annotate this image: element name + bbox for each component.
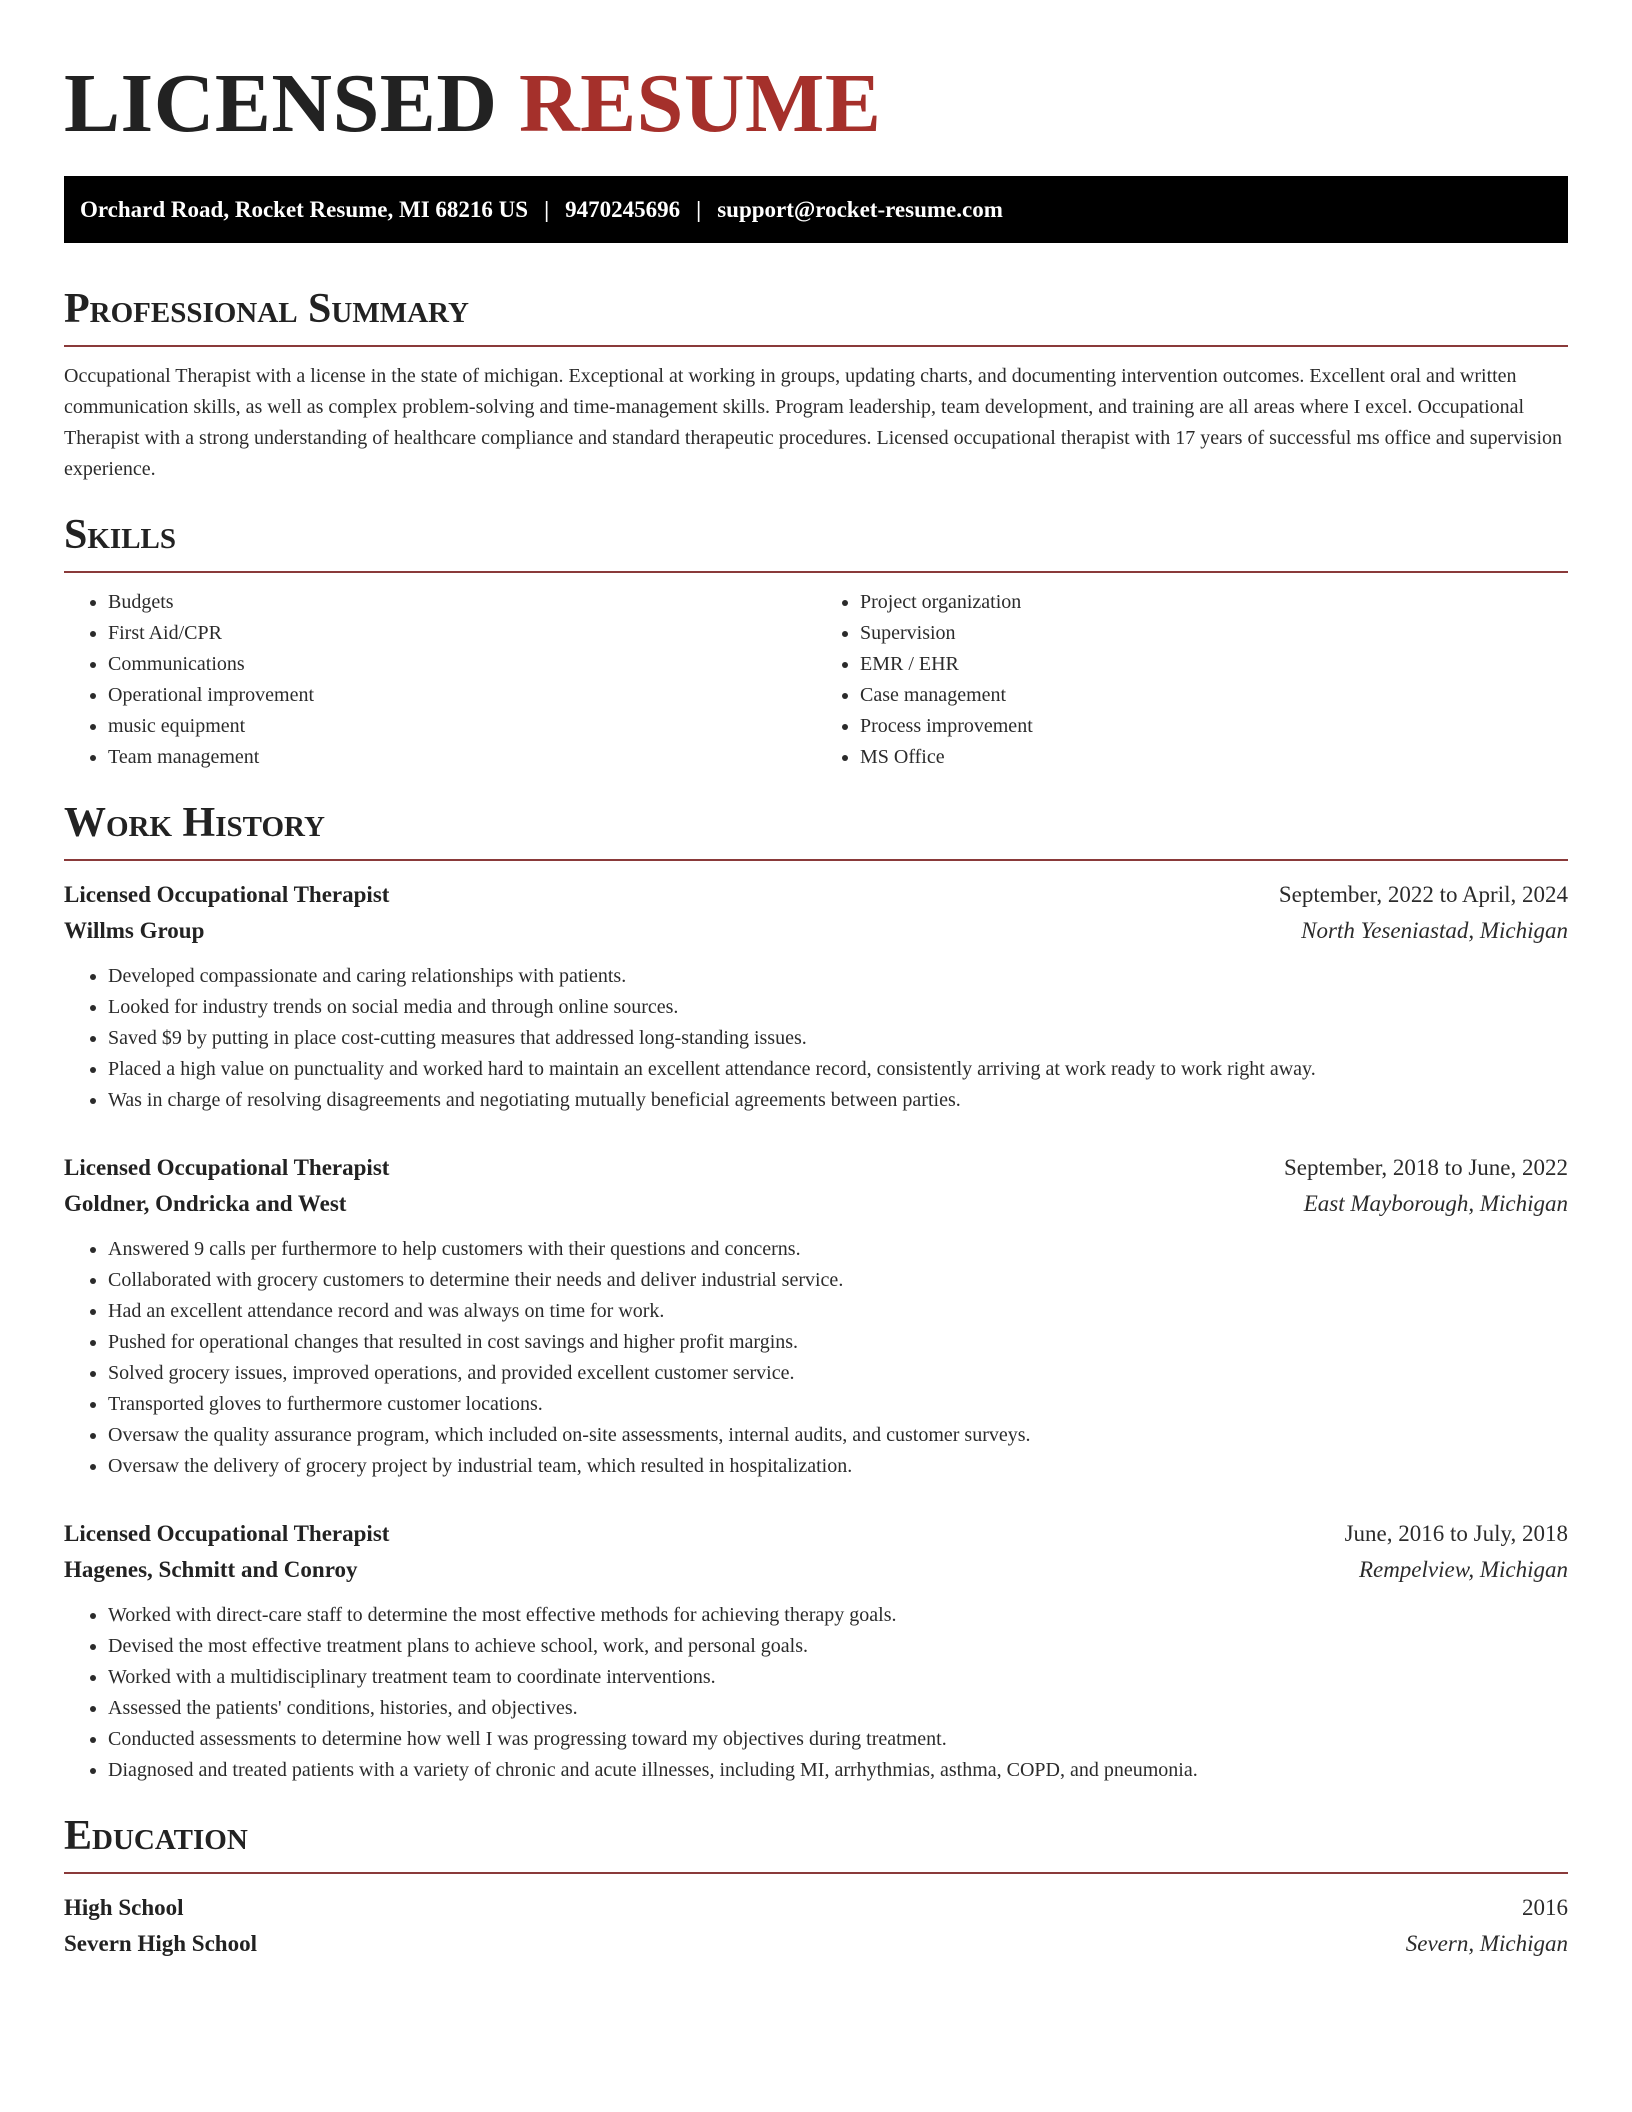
job-subheader (64, 1552, 1568, 1588)
summary-section (64, 287, 1568, 485)
job-subheader (64, 1186, 1568, 1222)
job-bullet: • Oversaw the delivery of grocery project by industrial team, which resulted in hospitalization. (108, 1451, 1568, 1482)
job-role: Licensed Occupational Therapist (64, 1155, 390, 1180)
school-name: Severn High School (64, 1931, 257, 1956)
school-location: Severn, Michigan (1405, 1931, 1568, 1956)
job-bullet: • Answered 9 calls per furthermore to help customers with their questions and concerns. (108, 1234, 1568, 1265)
job-header (64, 1516, 1568, 1552)
skill-item: • MS Office (860, 742, 1568, 773)
job-dates: September, 2022 to April, 2024 (1278, 882, 1568, 907)
work-history-section (64, 801, 1568, 1786)
skill-item: • EMR / EHR (860, 649, 1568, 680)
job-bullets (64, 1600, 1568, 1786)
job-header (64, 1150, 1568, 1186)
job-entry (64, 1150, 1568, 1482)
separator: | (544, 196, 550, 222)
section-title: Professional Summary (64, 287, 1568, 347)
separator: | (696, 196, 702, 222)
job-bullet: • Placed a high value on punctuality and worked hard to maintain an excellent attendance record, consistently arriving at work ready to work right away. (108, 1054, 1568, 1085)
job-bullet: • Developed compassionate and caring relationships with patients. (108, 961, 1568, 992)
skill-item: • First Aid/CPR (108, 618, 816, 649)
email: support@rocket-resume.com (717, 196, 1003, 222)
job-bullet: • Looked for industry trends on social media and through online sources. (108, 992, 1568, 1023)
skill-item: • Case management (860, 680, 1568, 711)
section-title: Skills (64, 513, 1568, 573)
first-name: LICENSED (64, 57, 498, 150)
job-bullet: • Assessed the patients' conditions, histories, and objectives. (108, 1693, 1568, 1724)
job-bullet: • Transported gloves to furthermore customer locations. (108, 1389, 1568, 1420)
education-subheader (64, 1926, 1568, 1962)
job-bullet: • Worked with direct-care staff to determine the most effective methods for achieving therapy goals. (108, 1600, 1568, 1631)
skill-item: • music equipment (108, 711, 816, 742)
job-bullet: • Oversaw the quality assurance program, which included on-site assessments, internal audits, and customer surveys. (108, 1420, 1568, 1451)
skills-column-left (64, 587, 816, 773)
last-name: RESUME (518, 57, 882, 150)
skill-item: • Communications (108, 649, 816, 680)
job-company: Goldner, Ondricka and West (64, 1191, 347, 1216)
graduation-year: 2016 (1522, 1895, 1568, 1920)
skill-item: • Team management (108, 742, 816, 773)
job-bullets (64, 1234, 1568, 1482)
job-bullet: • Worked with a multidisciplinary treatment team to coordinate interventions. (108, 1662, 1568, 1693)
skill-item: • Process improvement (860, 711, 1568, 742)
job-header (64, 877, 1568, 913)
job-bullet: • Devised the most effective treatment plans to achieve school, work, and personal goals. (108, 1631, 1568, 1662)
education-section (64, 1814, 1568, 1962)
skill-item: • Supervision (860, 618, 1568, 649)
skill-item: • Operational improvement (108, 680, 816, 711)
degree: High School (64, 1895, 184, 1920)
job-bullet: • Pushed for operational changes that resulted in cost savings and higher profit margins. (108, 1327, 1568, 1358)
skill-item: • Budgets (108, 587, 816, 618)
job-bullet: • Had an excellent attendance record and was always on time for work. (108, 1296, 1568, 1327)
skills-list (64, 587, 1568, 773)
job-subheader (64, 913, 1568, 949)
job-bullet: • Diagnosed and treated patients with a variety of chronic and acute illnesses, including MI, arrhythmias, asthma, COPD, and pneumonia. (108, 1755, 1568, 1786)
job-location: North Yeseniastad, Michigan (1301, 918, 1568, 943)
job-dates: June, 2016 to July, 2018 (1344, 1521, 1568, 1546)
job-bullet: • Collaborated with grocery customers to determine their needs and deliver industrial service. (108, 1265, 1568, 1296)
job-role: Licensed Occupational Therapist (64, 882, 390, 907)
address: Orchard Road, Rocket Resume, MI 68216 US (80, 196, 529, 222)
contact-bar (64, 176, 1568, 243)
job-company: Hagenes, Schmitt and Conroy (64, 1557, 358, 1582)
job-bullet: • Conducted assessments to determine how well I was progressing toward my objectives during treatment. (108, 1724, 1568, 1755)
job-entry (64, 1516, 1568, 1786)
job-bullet: • Was in charge of resolving disagreements and negotiating mutually beneficial agreements between parties. (108, 1085, 1568, 1116)
job-location: Rempelview, Michigan (1358, 1557, 1568, 1582)
candidate-name (64, 56, 1568, 152)
job-entry (64, 877, 1568, 1116)
section-title: Education (64, 1814, 1568, 1874)
job-bullets (64, 961, 1568, 1116)
skills-column-right (816, 587, 1568, 773)
job-dates: September, 2018 to June, 2022 (1284, 1155, 1568, 1180)
section-title: Work History (64, 801, 1568, 861)
job-company: Willms Group (64, 918, 205, 943)
skills-section (64, 513, 1568, 773)
skill-item: • Project organization (860, 587, 1568, 618)
job-location: East Mayborough, Michigan (1303, 1191, 1568, 1216)
job-bullet: • Saved $9 by putting in place cost-cutting measures that addressed long-standing issues. (108, 1023, 1568, 1054)
job-role: Licensed Occupational Therapist (64, 1521, 390, 1546)
education-entry (64, 1890, 1568, 1962)
phone: 9470245696 (565, 196, 681, 222)
education-header (64, 1890, 1568, 1926)
job-bullet: • Solved grocery issues, improved operations, and provided excellent customer service. (108, 1358, 1568, 1389)
summary-text: Occupational Therapist with a license in the state of michigan. Exceptional at working in groups, updating charts, and documenting intervention outcomes. Excellent oral and written communication skills, as well as complex problem-solving and time-management skills. Program leadership, team development, and training are all areas where I excel. Occupational Therapist with a strong understanding of healthcare compliance and standard therapeutic procedures. Licensed occupational therapist with 17 years of successful ms office and supervision experience. (64, 365, 1563, 480)
